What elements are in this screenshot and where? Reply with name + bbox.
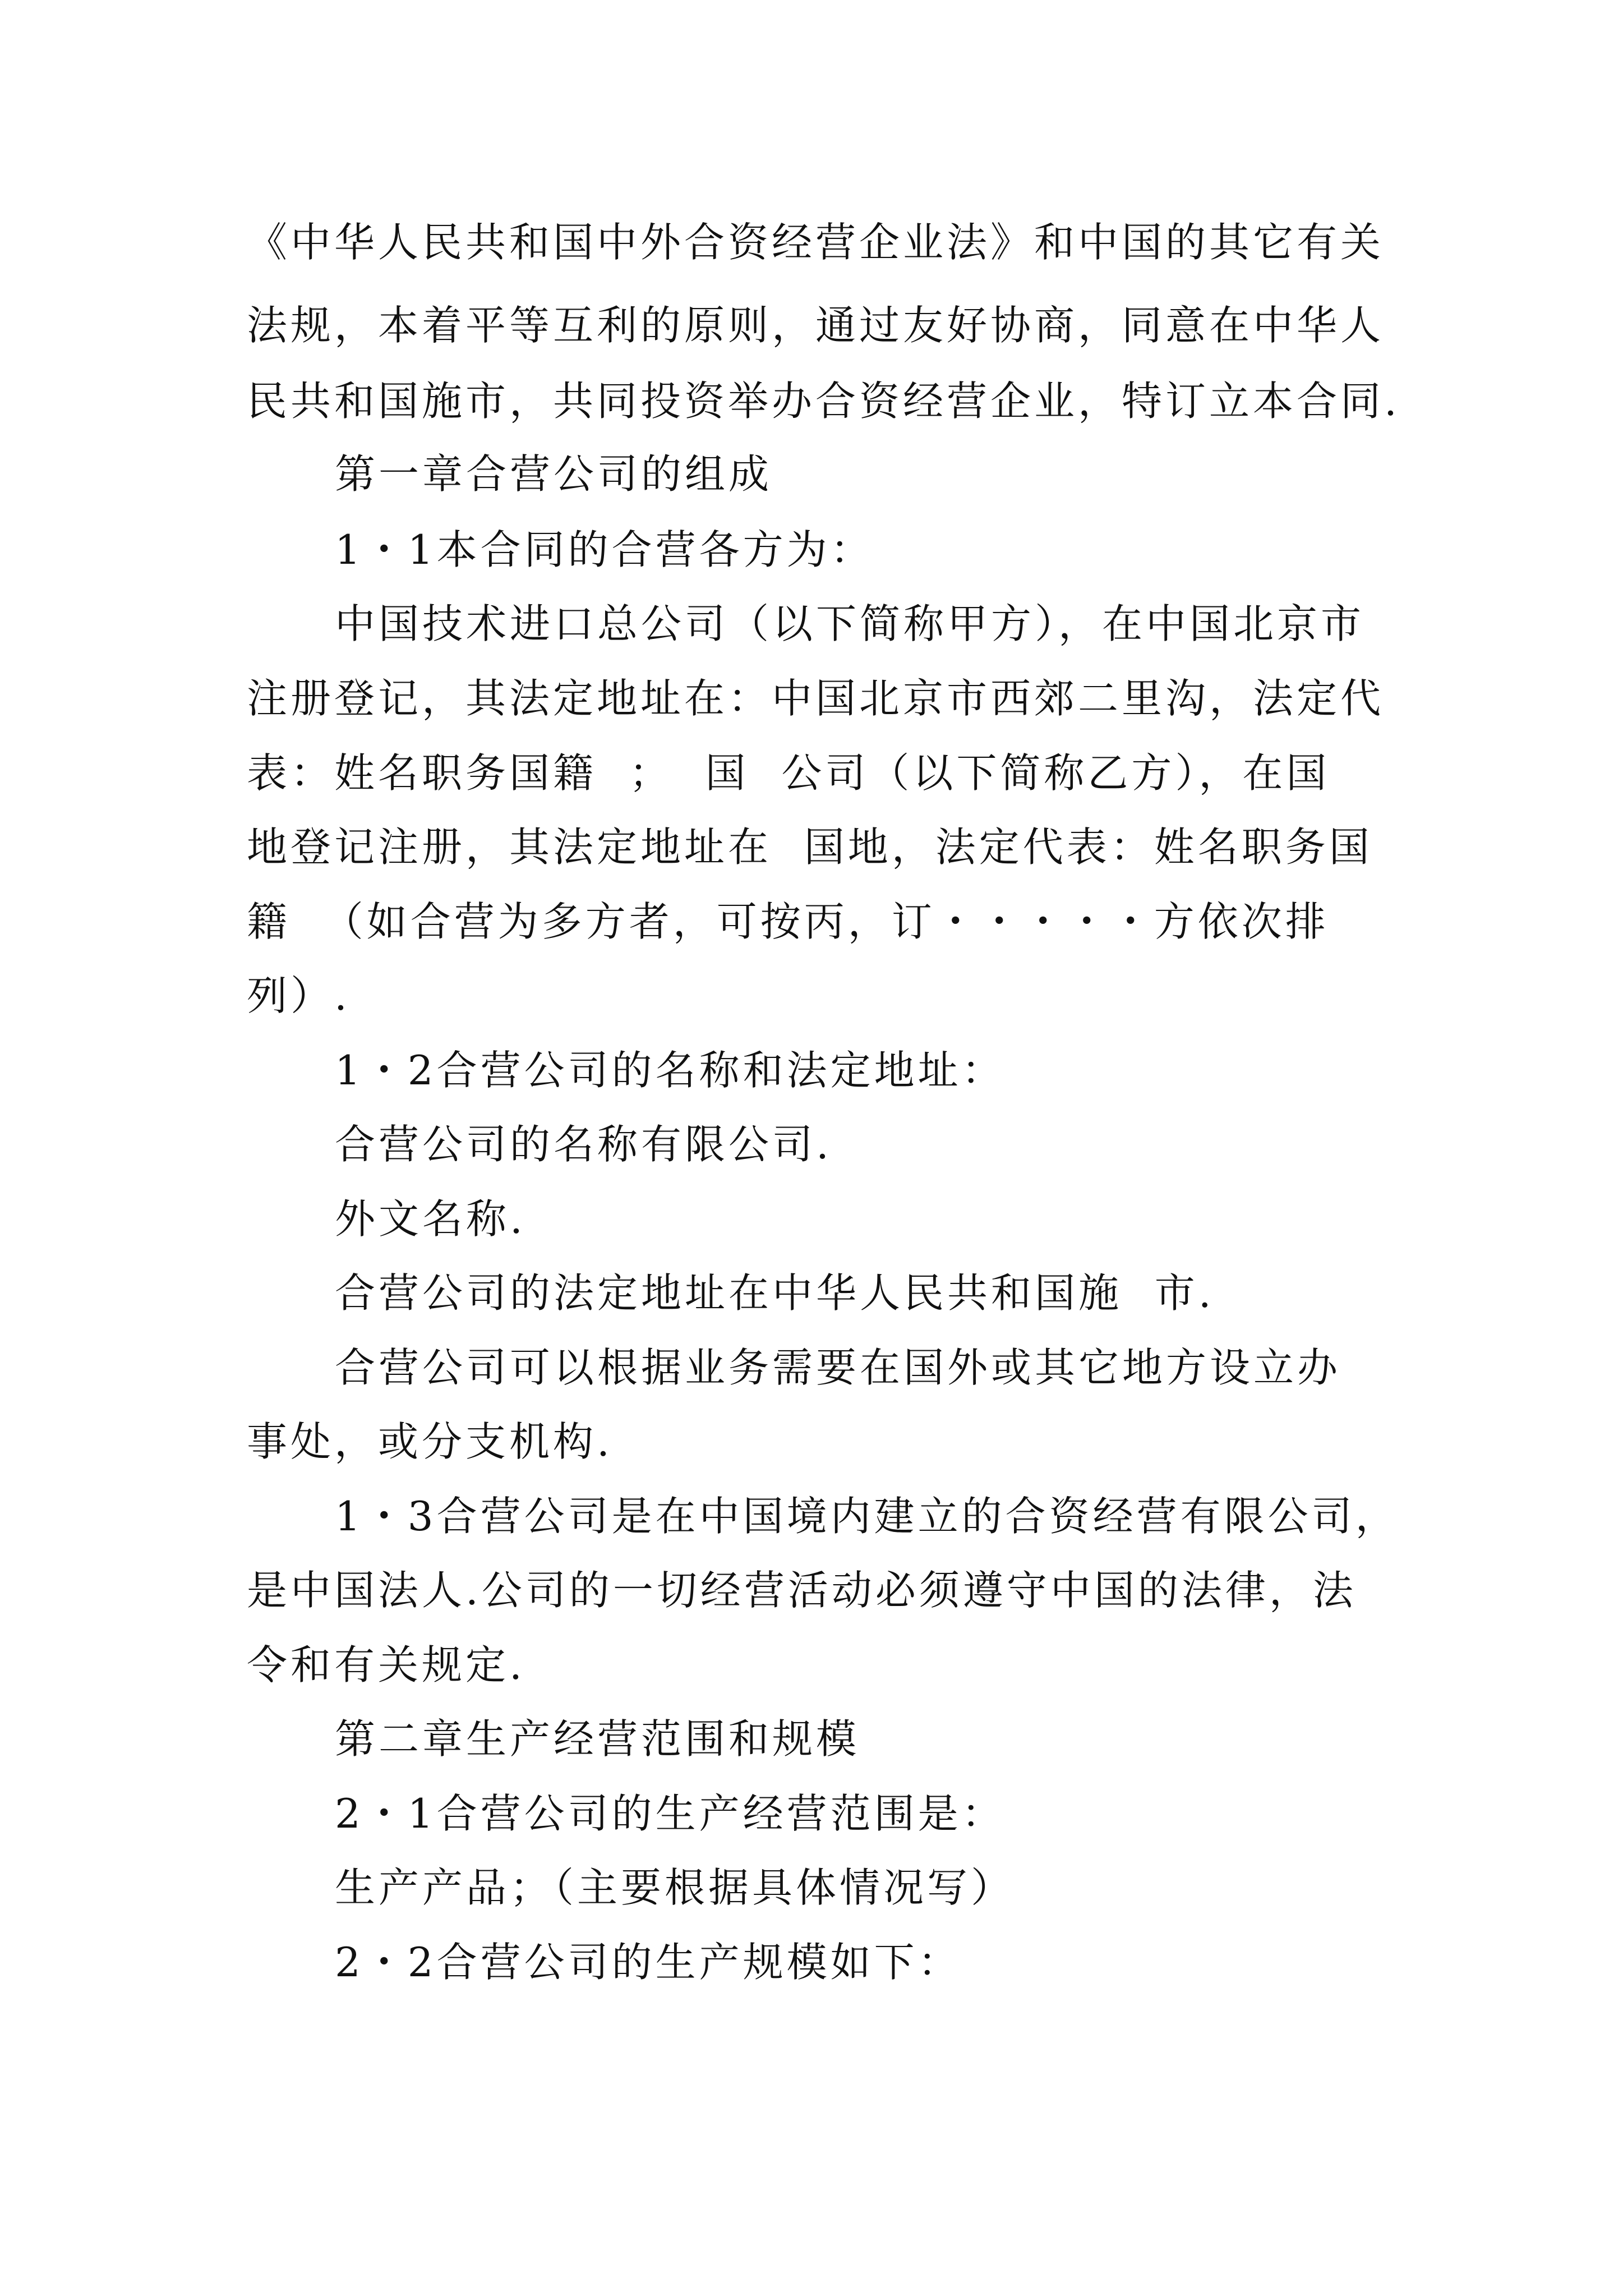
clause-heading: 1・1本合同的合营各方为： <box>335 526 874 573</box>
chapter-heading: 第二章生产经营范围和规模 <box>335 1715 860 1763</box>
text-line: 《中华人民共和国中外合资经营企业法》和中国的其它有关 <box>247 219 1385 266</box>
text-line: 民共和国施市，共同投资举办合资经营企业，特订立本合同. <box>247 378 1400 425</box>
text-line: 合营公司可以根据业务需要在国外或其它地方设立办 <box>335 1344 1341 1391</box>
clause-heading: 1・2合营公司的名称和法定地址： <box>335 1047 1006 1094</box>
text-line: 合营公司的法定地址在中华人民共和国施 市. <box>335 1269 1215 1317</box>
text-line: 合营公司的名称有限公司. <box>335 1121 832 1168</box>
text-line: 表：姓名职务国籍 ； 国 公司（以下简称乙方），在国 <box>247 749 1330 797</box>
text-line: 生产产品；（主要根据具体情况写） <box>335 1864 1015 1911</box>
chapter-heading: 第一章合营公司的组成 <box>335 450 773 498</box>
clause-heading: 2・2合营公司的生产规模如下： <box>335 1939 962 1986</box>
text-line: 中国技术进口总公司（以下简称甲方），在中国北京市 <box>335 600 1365 647</box>
text-line: 是中国法人.公司的一切经营活动必须遵守中国的法律，法 <box>247 1567 1357 1614</box>
text-line: 地登记注册，其法定地址在 国地，法定代表：姓名职务国 <box>247 823 1373 871</box>
text-line: 事处，或分支机构. <box>247 1418 613 1465</box>
text-line: 法规，本着平等互利的原则，通过友好协商，同意在中华人 <box>247 302 1385 349</box>
clause-heading: 1・3合营公司是在中国境内建立的合资经营有限公司， <box>335 1493 1399 1540</box>
text-line: 外文名称. <box>335 1195 526 1243</box>
text-line: 令和有关规定. <box>247 1641 525 1688</box>
text-line: 注册登记，其法定地址在：中国北京市西郊二里沟，法定代 <box>247 675 1385 722</box>
clause-heading: 2・1合营公司的生产经营范围是： <box>335 1790 1006 1837</box>
text-line: 籍 （如合营为多方者，可按丙，订・・・・・方依次排 <box>247 898 1329 945</box>
text-line: 列）. <box>247 972 351 1019</box>
